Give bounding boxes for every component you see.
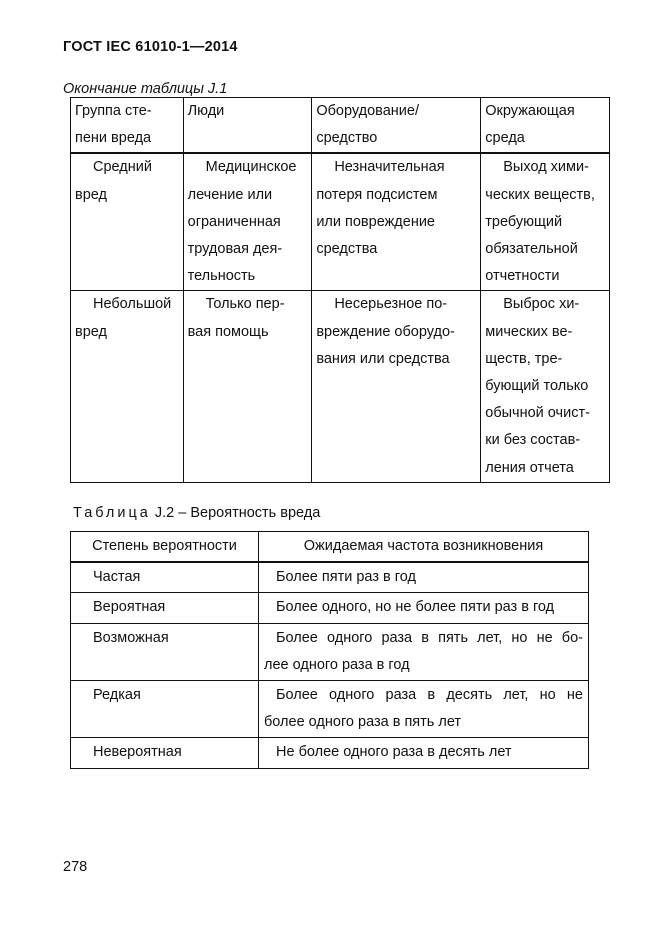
header-text-line: Группа сте- [75,103,152,119]
harm-probability-table [70,531,589,769]
column-header [312,98,481,154]
table-header-row [71,532,589,563]
table-cell [71,291,184,482]
harm-severity-table [70,97,610,483]
cell-text-line: лечение или [187,186,273,203]
expected-frequency [259,562,589,593]
cell-text-line: бующий только [485,378,589,395]
expected-frequency [259,623,589,680]
table-row [71,562,589,593]
cell-text-line: ческих веществ, [485,186,595,203]
cell-text-line: вред [75,323,107,340]
frequency-text-line: Не более одного раза в десять лет [276,744,512,761]
table-cell [312,153,481,291]
cell-text-line: вреждение оборудо- [316,323,455,340]
frequency-text-line: более одного раза в пять лет [264,714,462,731]
expected-frequency [259,681,589,738]
cell-text-line: Средний [93,159,152,176]
table-cell [71,153,184,291]
header-text-line: средство [316,130,378,147]
cell-text-line: Небольшой [93,296,172,313]
table-cell [481,291,610,482]
column-header [481,98,610,154]
table-j2-caption-label: Таблица [73,505,151,521]
cell-text-line: ки без состав- [485,432,581,449]
cell-text-line: потеря подсистем [316,186,438,203]
cell-text-line: Только пер- [205,296,285,313]
frequency-text-line: Более одного раза в пять лет, но не бо- [276,629,583,646]
table-cell [183,291,312,482]
column-header: Ожидаемая частота возникновения [259,532,589,563]
cell-text-line: мических ве- [485,323,573,340]
table-cell [481,153,610,291]
cell-text-line: средства [316,241,378,258]
header-text-line: Оборудование/ [316,103,419,119]
table-cell [183,153,312,291]
cell-text-line: Выброс хи- [503,296,580,313]
cell-text-line: Медицинское [205,159,297,176]
cell-text-line: тельность [187,268,256,285]
frequency-text-line: Более одного раза в десять лет, но не [276,687,583,704]
table-header-row [71,98,610,154]
cell-text-line: вред [75,186,107,203]
cell-text-line: требующий [485,213,563,230]
cell-text-line: Выход хими- [503,159,589,176]
column-header [183,98,312,154]
header-text-line: пени вреда [75,130,152,147]
cell-text-line: Незначительная [334,159,445,176]
document-header: ГОСТ IEC 61010-1—2014 [63,39,238,55]
cell-text-line: или повреждение [316,213,435,230]
expected-frequency [259,593,589,623]
cell-text-line: обычной очист- [485,405,590,422]
cell-text-line: вания или средства [316,350,450,367]
table-row [71,681,589,738]
expected-frequency [259,738,589,768]
table-row [71,291,610,482]
table-row [71,593,589,623]
column-header [71,98,184,154]
frequency-text-line: Более одного, но не более пяти раз в год [276,599,555,616]
header-text-line: Окружающая [485,103,575,119]
table-j2-caption [73,505,320,521]
table-row [71,623,589,680]
column-header: Степень вероятности [71,532,259,563]
header-text-line: среда [485,130,525,147]
cell-text-line: обязательной [485,241,578,258]
cell-text-line: трудовая дея- [187,241,283,258]
cell-text-line: Несерьезное по- [334,296,448,313]
table-j2-caption-title: J.2 – Вероятность вреда [154,505,321,521]
cell-text-line: отчетности [485,268,560,285]
table-j1-caption: Окончание таблицы J.1 [63,81,228,97]
page-number: 278 [63,859,88,875]
header-text-line: Люди [187,103,225,119]
frequency-text-line: Более пяти раз в год [276,569,416,586]
cell-text-line: вая помощь [187,323,269,340]
table-cell [312,291,481,482]
table-row [71,153,610,291]
cell-text-line: ществ, тре- [485,350,563,367]
cell-text-line: ления отчета [485,459,574,476]
frequency-text-line: лее одного раза в год [264,656,410,673]
probability-level: Возможная [71,623,259,680]
probability-level: Частая [71,562,259,593]
cell-text-line: ограниченная [187,213,281,230]
table-row [71,738,589,768]
probability-level: Редкая [71,681,259,738]
probability-level: Вероятная [71,593,259,623]
probability-level: Невероятная [71,738,259,768]
